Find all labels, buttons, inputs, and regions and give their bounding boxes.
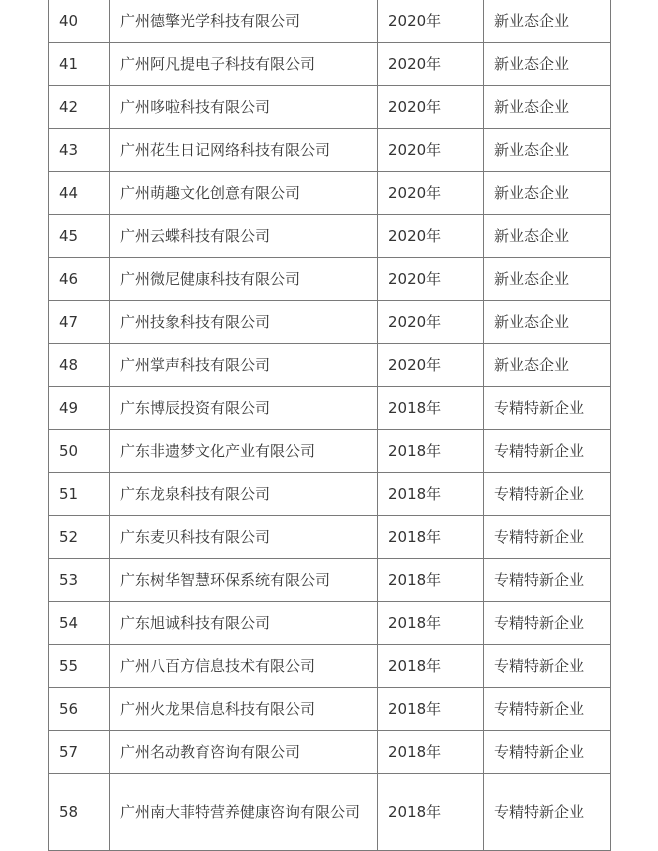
company-name: 广东非遗梦文化产业有限公司 xyxy=(110,430,378,473)
year: 2018年 xyxy=(378,473,484,516)
enterprise-type: 新业态企业 xyxy=(484,258,611,301)
row-number: 43 xyxy=(49,129,110,172)
year: 2020年 xyxy=(378,215,484,258)
row-number: 53 xyxy=(49,559,110,602)
table-row xyxy=(49,559,611,602)
enterprise-type: 新业态企业 xyxy=(484,86,611,129)
company-name: 广州技象科技有限公司 xyxy=(110,301,378,344)
enterprise-type: 新业态企业 xyxy=(484,43,611,86)
table-row xyxy=(49,731,611,774)
year: 2020年 xyxy=(378,129,484,172)
table-row xyxy=(49,645,611,688)
enterprise-type: 新业态企业 xyxy=(484,301,611,344)
table-row xyxy=(49,301,611,344)
enterprise-type: 新业态企业 xyxy=(484,129,611,172)
year: 2020年 xyxy=(378,43,484,86)
year: 2020年 xyxy=(378,258,484,301)
enterprise-type: 专精特新企业 xyxy=(484,602,611,645)
table-row xyxy=(49,129,611,172)
row-number: 42 xyxy=(49,86,110,129)
row-number: 40 xyxy=(49,0,110,43)
company-name: 广州德擎光学科技有限公司 xyxy=(110,0,378,43)
year: 2020年 xyxy=(378,172,484,215)
row-number: 54 xyxy=(49,602,110,645)
company-name: 广州云蝶科技有限公司 xyxy=(110,215,378,258)
table-row xyxy=(49,602,611,645)
year: 2018年 xyxy=(378,688,484,731)
row-number: 51 xyxy=(49,473,110,516)
enterprise-type: 新业态企业 xyxy=(484,0,611,43)
company-name: 广州南大菲特营养健康咨询有限公司 xyxy=(110,774,378,851)
company-name: 广州花生日记网络科技有限公司 xyxy=(110,129,378,172)
table-row xyxy=(49,344,611,387)
company-name: 广州火龙果信息科技有限公司 xyxy=(110,688,378,731)
table-row xyxy=(49,516,611,559)
year: 2018年 xyxy=(378,559,484,602)
company-name: 广东旭诚科技有限公司 xyxy=(110,602,378,645)
company-name: 广东博辰投资有限公司 xyxy=(110,387,378,430)
enterprise-type: 新业态企业 xyxy=(484,215,611,258)
company-name: 广东树华智慧环保系统有限公司 xyxy=(110,559,378,602)
row-number: 50 xyxy=(49,430,110,473)
table-row xyxy=(49,688,611,731)
company-table xyxy=(48,0,611,851)
row-number: 56 xyxy=(49,688,110,731)
enterprise-type: 专精特新企业 xyxy=(484,731,611,774)
year: 2020年 xyxy=(378,301,484,344)
row-number: 55 xyxy=(49,645,110,688)
table-body xyxy=(49,0,611,851)
enterprise-type: 专精特新企业 xyxy=(484,430,611,473)
table-row xyxy=(49,0,611,43)
year: 2018年 xyxy=(378,516,484,559)
company-name: 广州八百方信息技术有限公司 xyxy=(110,645,378,688)
enterprise-type: 专精特新企业 xyxy=(484,774,611,851)
row-number: 45 xyxy=(49,215,110,258)
table-row xyxy=(49,774,611,851)
company-name: 广州萌趣文化创意有限公司 xyxy=(110,172,378,215)
table-row xyxy=(49,172,611,215)
company-name: 广州微尼健康科技有限公司 xyxy=(110,258,378,301)
enterprise-type: 专精特新企业 xyxy=(484,559,611,602)
year: 2018年 xyxy=(378,430,484,473)
company-name: 广州哆啦科技有限公司 xyxy=(110,86,378,129)
year: 2018年 xyxy=(378,731,484,774)
enterprise-type: 专精特新企业 xyxy=(484,688,611,731)
row-number: 48 xyxy=(49,344,110,387)
year: 2020年 xyxy=(378,344,484,387)
enterprise-type: 新业态企业 xyxy=(484,344,611,387)
row-number: 41 xyxy=(49,43,110,86)
row-number: 44 xyxy=(49,172,110,215)
table-row xyxy=(49,430,611,473)
enterprise-type: 专精特新企业 xyxy=(484,473,611,516)
company-name: 广州名动教育咨询有限公司 xyxy=(110,731,378,774)
year: 2018年 xyxy=(378,645,484,688)
table-row xyxy=(49,86,611,129)
company-name: 广州阿凡提电子科技有限公司 xyxy=(110,43,378,86)
enterprise-type: 专精特新企业 xyxy=(484,645,611,688)
row-number: 52 xyxy=(49,516,110,559)
year: 2018年 xyxy=(378,602,484,645)
table-row xyxy=(49,258,611,301)
row-number: 49 xyxy=(49,387,110,430)
table-row xyxy=(49,387,611,430)
company-name: 广州掌声科技有限公司 xyxy=(110,344,378,387)
company-name: 广东麦贝科技有限公司 xyxy=(110,516,378,559)
table-row xyxy=(49,473,611,516)
year: 2020年 xyxy=(378,0,484,43)
year: 2020年 xyxy=(378,86,484,129)
enterprise-type: 专精特新企业 xyxy=(484,516,611,559)
year: 2018年 xyxy=(378,387,484,430)
row-number: 47 xyxy=(49,301,110,344)
row-number: 57 xyxy=(49,731,110,774)
company-name: 广东龙泉科技有限公司 xyxy=(110,473,378,516)
row-number: 58 xyxy=(49,774,110,851)
table-row xyxy=(49,43,611,86)
row-number: 46 xyxy=(49,258,110,301)
table-row xyxy=(49,215,611,258)
enterprise-type: 新业态企业 xyxy=(484,172,611,215)
year: 2018年 xyxy=(378,774,484,851)
enterprise-type: 专精特新企业 xyxy=(484,387,611,430)
